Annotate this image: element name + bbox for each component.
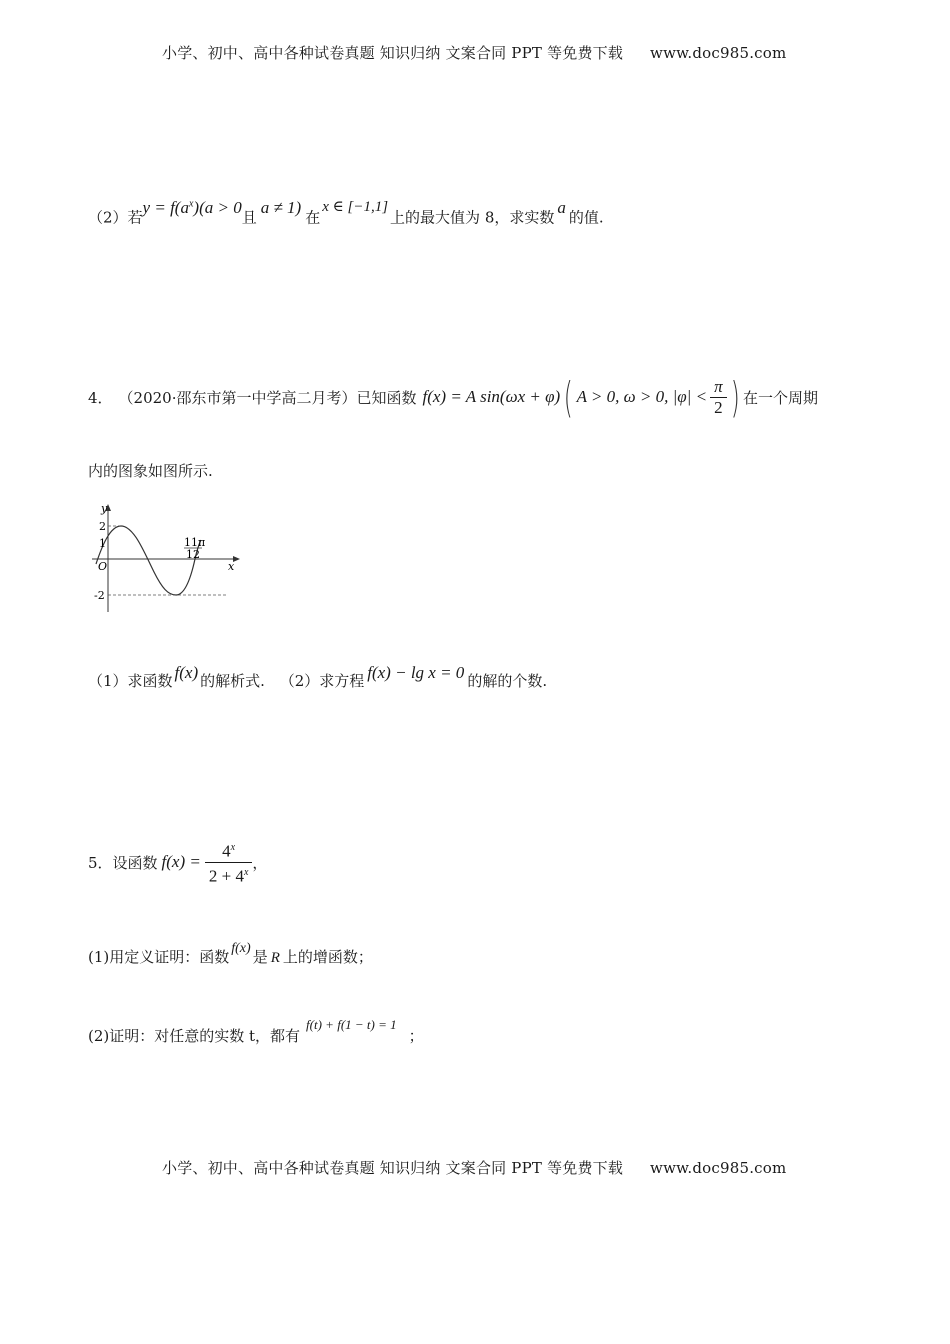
graph-tick-neg2: -2	[94, 589, 105, 602]
q4-sub2-prefix: （2）求方程	[279, 672, 365, 690]
q4-sub2-math: f(x) − lg x = 0	[367, 663, 465, 682]
q4-line2: 内的图象如图所示.	[88, 462, 213, 480]
q5-part2	[88, 1017, 424, 1046]
q5-lhs: f(x) =	[161, 852, 201, 871]
q5-numerator	[205, 838, 253, 863]
graph-x-label-den: 12	[186, 548, 200, 561]
q4-tail: 在一个周期	[742, 388, 818, 407]
q3-math-1-b: )(a > 0	[193, 197, 242, 217]
q5-p2-suffix: ；	[408, 1027, 424, 1045]
graph-tick-2: 2	[99, 520, 106, 533]
q5-p2-math: f(t) + f(1 − t) = 1	[306, 1017, 397, 1032]
q5-num-base: 4	[222, 841, 231, 861]
q4-two: 2	[714, 397, 723, 417]
q5-comma: ，	[252, 853, 268, 872]
q5-p1-prefix: (1)用定义证明：函数	[88, 948, 230, 966]
header-url[interactable]: www.doc985.com	[650, 44, 787, 62]
page-footer	[162, 1157, 786, 1178]
q5-den-sup: x	[243, 866, 249, 878]
graph-y-label: y	[101, 502, 108, 515]
q3-math-1-sup: x	[188, 198, 194, 209]
graph-origin-label: O	[98, 560, 108, 573]
q4-pi-over-2	[710, 377, 727, 418]
q5-fraction	[205, 838, 253, 886]
graph-x-label: x	[228, 560, 235, 573]
q5-p1-R: R	[270, 950, 280, 966]
q4-sine-graph	[88, 502, 248, 617]
q5-den-base: 2 + 4	[208, 866, 244, 886]
q5-part1	[88, 941, 373, 967]
q4-pi: π	[710, 377, 727, 398]
q4-function: f(x) = A sin(ωx + φ)	[422, 387, 561, 406]
q3-math-1	[143, 198, 242, 217]
q5-number: 5．设函数	[88, 853, 158, 872]
q3-and: 且	[241, 208, 257, 227]
footer-text: 小学、初中、高中各种试卷真题 知识归纳 文案合同 PPT 等免费下载	[162, 1159, 624, 1177]
q3-in: 在	[305, 208, 321, 227]
q5-p1-suffix: 上的增函数；	[282, 948, 373, 966]
q3-var-a: a	[557, 197, 566, 217]
q3-math-3: x ∈ [−1,1]	[322, 198, 389, 215]
q4-sub2-suffix: 的解的个数.	[467, 672, 548, 690]
q4-sub1-suffix: 的解析式.	[200, 672, 265, 690]
q5-p1-mid: 是	[252, 948, 268, 966]
graph-x-label-num: 11π	[184, 536, 206, 549]
q4-condition: A > 0, ω > 0, |φ| <	[576, 387, 708, 406]
q5-p1-math: f(x)	[231, 941, 251, 956]
q3-part2	[88, 197, 604, 233]
q5-denominator	[205, 863, 253, 887]
q3-suffix2: 的值.	[568, 208, 604, 227]
header-text: 小学、初中、高中各种试卷真题 知识归纳 文案合同 PPT 等免费下载	[162, 44, 624, 62]
q5-p2-prefix: (2)证明：对任意的实数 t，都有	[88, 1027, 301, 1045]
q3-math-2: a ≠ 1)	[260, 197, 302, 217]
footer-url[interactable]: www.doc985.com	[650, 1159, 787, 1177]
q3-suffix1: 上的最大值为 8，求实数	[390, 208, 555, 227]
q3-math-1-a: y = f(a	[142, 197, 189, 217]
q4-number: 4．	[88, 388, 113, 407]
right-paren-icon: )	[730, 372, 740, 422]
q4-sub1-prefix: （1）求函数	[88, 672, 173, 690]
q5-num-sup: x	[230, 841, 236, 853]
q5-definition	[88, 834, 267, 890]
graph-tick-1: 1	[99, 537, 106, 550]
q4-source: （2020·邵东市第一中学高二月考）已知函数	[118, 388, 417, 407]
q3-part2-prefix: （2）若	[88, 208, 143, 227]
q4-subquestions	[88, 663, 548, 691]
q4-line1	[88, 372, 818, 422]
left-paren-icon: (	[563, 372, 573, 422]
page-header	[162, 42, 786, 63]
q4-sub1-math: f(x)	[174, 663, 199, 682]
